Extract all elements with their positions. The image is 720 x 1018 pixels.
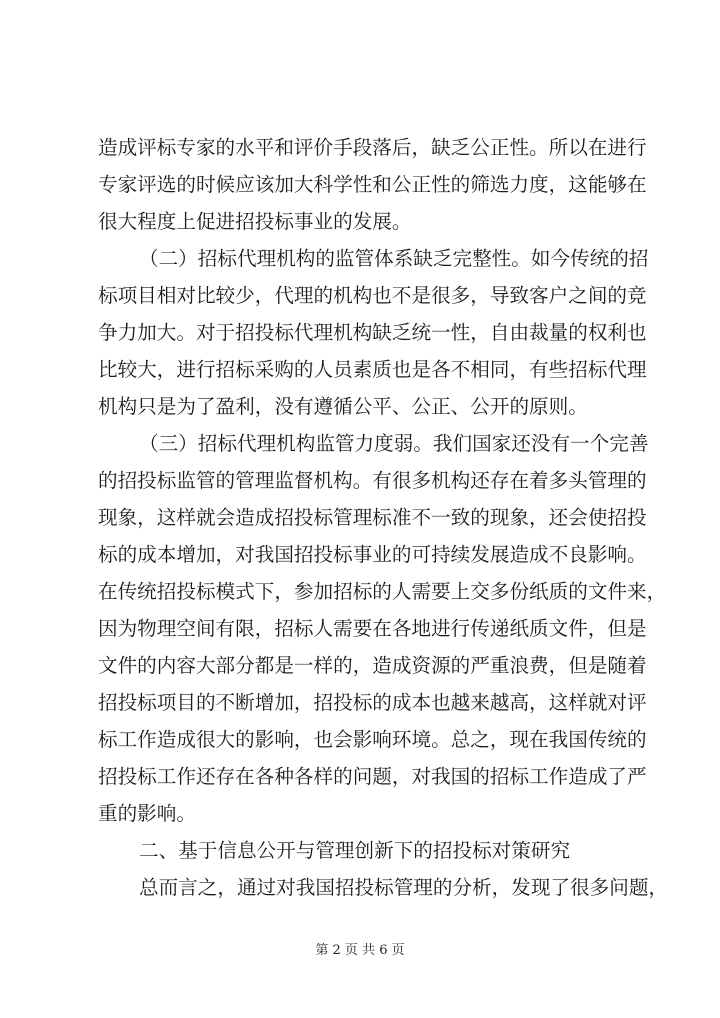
body-text-line: 的招投标监管的管理监督机构。有很多机构还存在着多头管理的 bbox=[98, 469, 647, 492]
body-text-line: 总而言之，通过对我国招投标管理的分析，发现了很多问题， bbox=[139, 876, 669, 899]
section-heading-line: （三）招标代理机构监管力度弱。我们国家还没有一个完善 bbox=[139, 432, 649, 455]
body-text-line: 很大程度上促进招投标事业的发展。 bbox=[98, 210, 412, 233]
body-text-line: 争力加大。对于招投标代理机构缺乏统一性，自由裁量的权利也 bbox=[98, 321, 647, 344]
body-text-line: 现象，这样就会造成招投标管理标准不一致的现象，还会使招投 bbox=[98, 506, 647, 529]
body-text-line: 标的成本增加，对我国招投标事业的可持续发展造成不良影响。 bbox=[98, 543, 647, 566]
body-text-line: 比较大，进行招标采购的人员素质也是各不相同，有些招标代理 bbox=[98, 358, 647, 381]
chapter-heading-line: 二、基于信息公开与管理创新下的招投标对策研究 bbox=[139, 839, 571, 862]
body-text-line: 标工作造成很大的影响，也会影响环境。总之，现在我国传统的 bbox=[98, 728, 647, 751]
body-text-line: 标项目相对比较少，代理的机构也不是很多，导致客户之间的竞 bbox=[98, 284, 647, 307]
body-text-line: 在传统招投标模式下，参加招标的人需要上交多份纸质的文件来， bbox=[98, 580, 667, 603]
body-text-line: 专家评选的时候应该加大科学性和公正性的筛选力度，这能够在 bbox=[98, 173, 647, 196]
body-text-line: 招投标项目的不断增加，招投标的成本也越来越高，这样就对评 bbox=[98, 691, 647, 714]
body-text-line: 招投标工作还存在各种各样的问题，对我国的招标工作造成了严 bbox=[98, 765, 647, 788]
body-text-line: 因为物理空间有限，招标人需要在各地进行传递纸质文件，但是 bbox=[98, 617, 647, 640]
page-number-footer: 第 2 页 共 6 页 bbox=[315, 943, 405, 958]
body-text-line: 造成评标专家的水平和评价手段落后，缺乏公正性。所以在进行 bbox=[98, 136, 647, 159]
body-text-line: 机构只是为了盈利，没有遵循公平、公正、公开的原则。 bbox=[98, 395, 588, 418]
body-text-line: 重的影响。 bbox=[98, 802, 196, 825]
section-heading-line: （二）招标代理机构的监管体系缺乏完整性。如今传统的招 bbox=[139, 247, 649, 270]
body-text-line: 文件的内容大部分都是一样的，造成资源的严重浪费，但是随着 bbox=[98, 654, 647, 677]
